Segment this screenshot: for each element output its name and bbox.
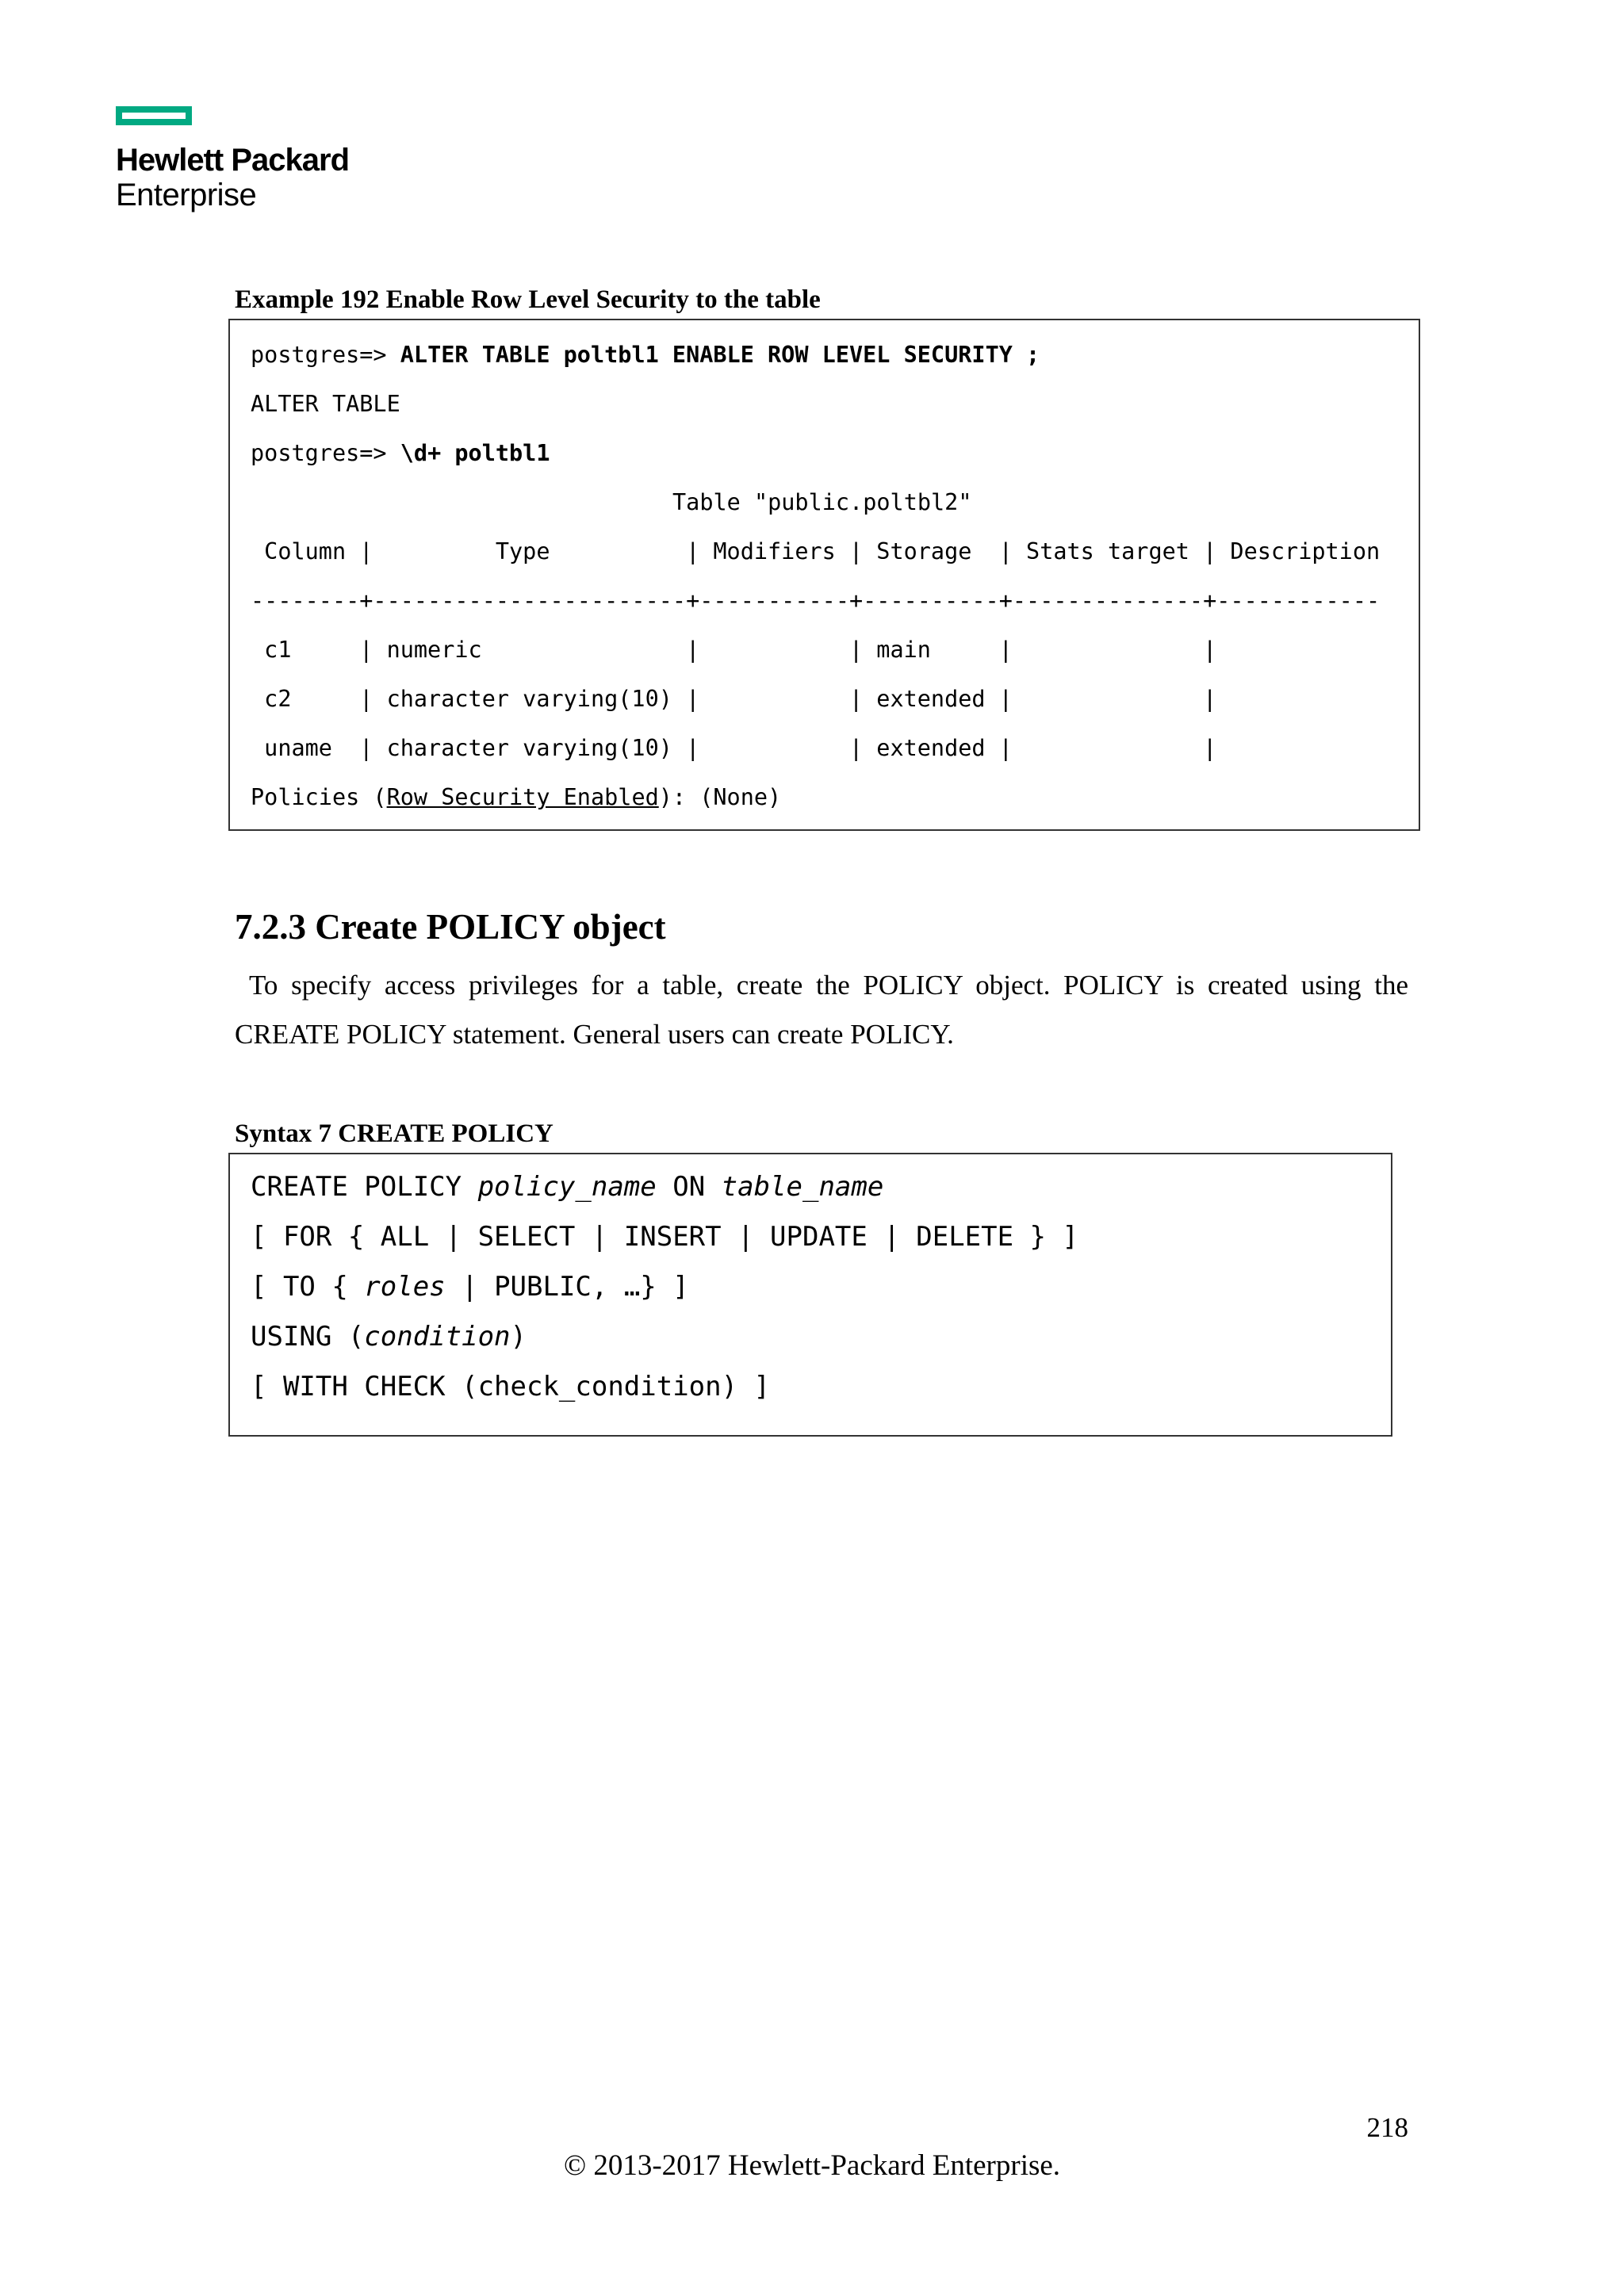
example-code-box	[228, 319, 1420, 831]
syntax-code-box	[228, 1153, 1392, 1437]
example-caption: Example 192 Enable Row Level Security to the table	[235, 285, 821, 314]
page-number: 218	[1366, 2112, 1408, 2143]
row-security-enabled-link: Row Security Enabled	[386, 784, 659, 810]
syntax-line-1: CREATE POLICY policy_name ON table_name	[251, 1171, 884, 1203]
prompt: postgres=>	[251, 440, 400, 466]
copyright: © 2013-2017 Hewlett-Packard Enterprise.	[563, 2149, 1061, 2182]
code-line-1	[251, 341, 1040, 369]
table-row: c2 | character varying(10) | | extended | |	[251, 686, 1217, 712]
prompt: postgres=>	[251, 342, 400, 368]
table-separator-row: --------+-----------------------+-----------+----------+--------------+------------	[251, 587, 1381, 614]
section-paragraph: To specify access privileges for a table, create the POLICY object. POLICY is created using the CREATE POLICY statement. General users can create POLICY.	[235, 970, 1408, 1050]
table-title: Table "public.poltbl2"	[672, 489, 972, 515]
syntax-line-5: [ WITH CHECK (check_condition) ]	[251, 1371, 771, 1402]
hpe-logo	[116, 106, 349, 212]
syntax-line-4: USING (condition)	[251, 1321, 527, 1353]
logo-text-line2: Enterprise	[116, 178, 257, 212]
code-line-2: ALTER TABLE	[251, 391, 400, 417]
code-line-3	[251, 439, 550, 468]
command-alter: ALTER TABLE poltbl1 ENABLE ROW LEVEL SECURITY ;	[400, 342, 1040, 368]
policies-line: Policies (Row Security Enabled): (None)	[251, 784, 782, 810]
table-row: uname | character varying(10) | | extended | |	[251, 735, 1217, 761]
hpe-logo-bar	[116, 106, 192, 125]
logo-text-line1: Hewlett Packard	[116, 143, 350, 178]
table-row: c1 | numeric | | main | |	[251, 637, 1217, 663]
command-describe: \d+ poltbl1	[400, 440, 550, 466]
syntax-line-3: [ TO { roles | PUBLIC, …} ]	[251, 1271, 689, 1303]
syntax-line-2: [ FOR { ALL | SELECT | INSERT | UPDATE | DELETE } ]	[251, 1221, 1078, 1253]
table-header-row: Column | Type | Modifiers | Storage | Stats target | Description	[251, 538, 1381, 564]
section-heading: 7.2.3 Create POLICY object	[235, 907, 666, 947]
syntax-caption: Syntax 7 CREATE POLICY	[235, 1119, 553, 1148]
